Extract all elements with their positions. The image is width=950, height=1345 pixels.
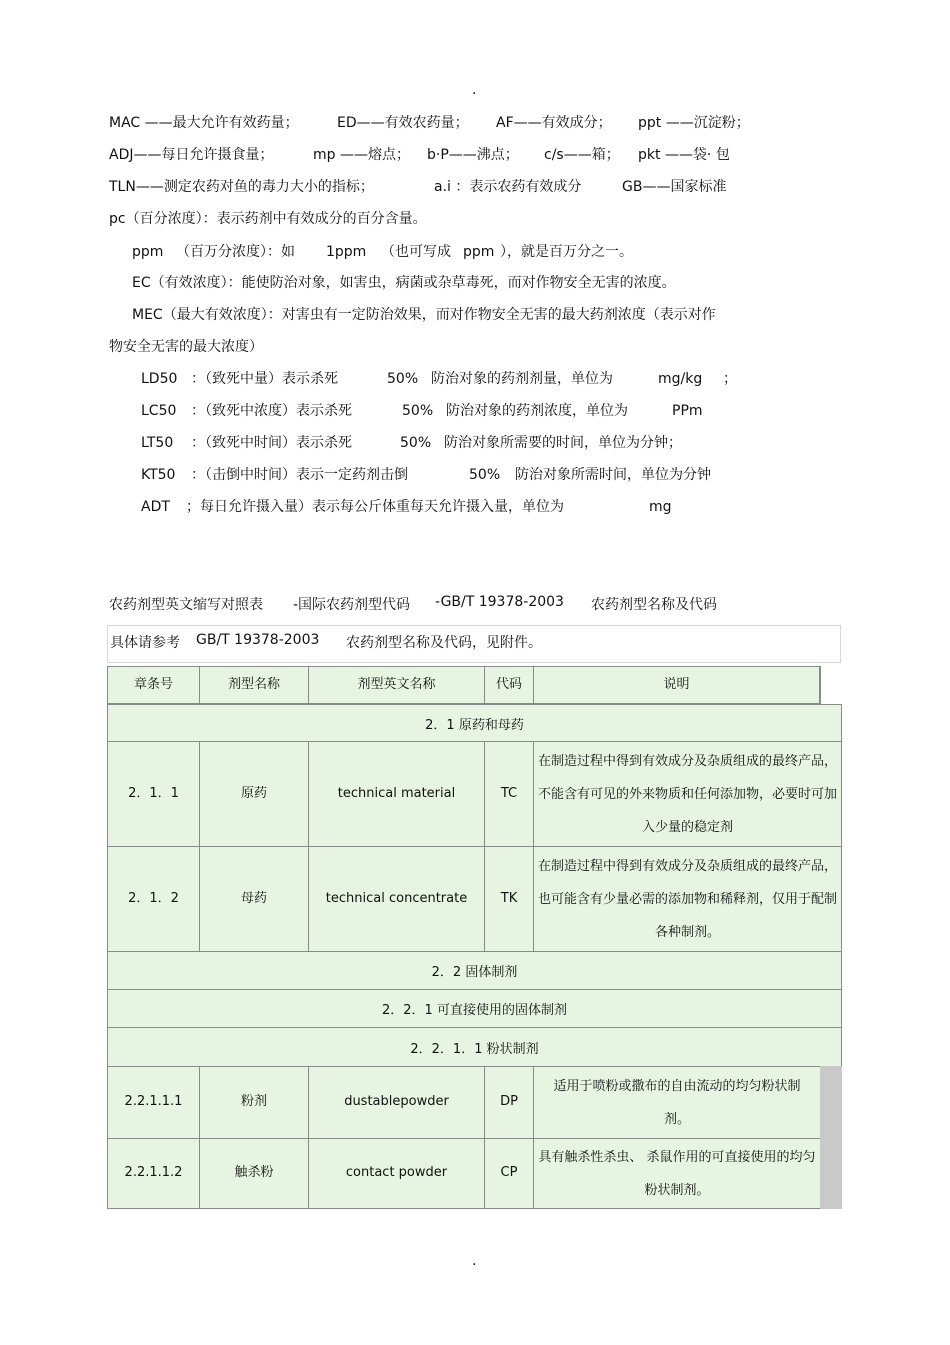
definition-part: ppt ——沉淀粉； — [638, 115, 750, 131]
definition-part: PPm — [672, 403, 703, 419]
definition-part: 50% — [469, 467, 501, 483]
reference-part: 具体请参考 — [110, 635, 180, 651]
header-code: 代码 — [484, 666, 534, 704]
definition-part: ppm — [463, 244, 495, 260]
row-code: DP — [484, 1066, 534, 1139]
row-chapter-no: 2.2.1.1.2 — [107, 1138, 200, 1209]
definition-part: ppm — [132, 244, 164, 260]
definition-part: ； — [723, 371, 737, 387]
row-chapter-no: 2．1．2 — [107, 846, 200, 952]
definition-part: mp ——熔点； — [313, 147, 410, 163]
definition-part: TLN——测定农药对鱼的毒力大小的指标； — [109, 179, 374, 195]
page-bottom-dot: . — [472, 1253, 477, 1269]
section-row: 2．2．1．1 粉状制剂 — [107, 1027, 842, 1067]
definition-part: ：（致死中时间）表示杀死 — [191, 435, 352, 451]
header-english-name: 剂型英文名称 — [308, 666, 485, 704]
reference-note-box — [107, 625, 841, 663]
definition-part: 50% — [402, 403, 434, 419]
definition-part: ：（击倒中时间）表示一定药剂击倒 — [191, 467, 408, 483]
definition-part: ED——有效农药量； — [337, 115, 469, 131]
row-description: 适用于喷粉或撒布的自由流动的均匀粉状制剂。 — [533, 1066, 821, 1139]
definition-part: 1ppm — [326, 244, 367, 260]
reference-part: 农药剂型名称及代码，见附件。 — [346, 635, 542, 651]
row-code: TK — [484, 846, 534, 952]
definition-part: mg/kg — [658, 371, 703, 387]
definition-part: b·P——沸点； — [427, 147, 519, 163]
definition-part: GB——国家标准 — [622, 179, 727, 195]
section-row: 2．2 固体制剂 — [107, 951, 842, 990]
definition-part: KT50 — [141, 467, 176, 483]
table-scrollbar[interactable] — [820, 1066, 842, 1209]
definition-part: pkt ——袋· 包 — [638, 147, 730, 163]
definition-part: （百万分浓度）：如 — [176, 244, 295, 260]
definition-part: ADT — [141, 499, 170, 515]
definition-part: a.i ：表示农药有效成分 — [434, 179, 582, 195]
row-description: 具有触杀性杀虫、 杀鼠作用的可直接使用的均匀粉状制剂。 — [533, 1138, 821, 1209]
definition-part: LD50 — [141, 371, 178, 387]
definition-part: c/s——箱； — [544, 147, 620, 163]
definition-part: 防治对象所需时间，单位为分钟 — [515, 467, 711, 483]
row-form-name: 原药 — [199, 741, 309, 847]
row-chapter-no: 2.2.1.1.1 — [107, 1066, 200, 1139]
row-form-name: 触杀粉 — [199, 1138, 309, 1209]
definition-part: 50% — [400, 435, 432, 451]
row-code: TC — [484, 741, 534, 847]
definition-part: ADJ——每日允许摄食量； — [109, 147, 274, 163]
definition-part: 50% — [387, 371, 419, 387]
header-chapter: 章条号 — [107, 666, 200, 704]
definition-part: ：（致死中量）表示杀死 — [191, 371, 338, 387]
definition-part: MAC ——最大允许有效药量； — [109, 115, 299, 131]
definition-part: pc（百分浓度）：表示药剂中有效成分的百分含量。 — [109, 211, 427, 227]
definition-part: MEC（最大有效浓度）：对害虫有一定防治效果，而对作物安全无害的最大药剂浓度（表示对作 — [132, 307, 716, 323]
definition-part: 防治对象的药剂剂量，单位为 — [431, 371, 613, 387]
definition-part: 防治对象的药剂浓度，单位为 — [446, 403, 628, 419]
caption-part: -国际农药剂型代码 — [293, 597, 411, 613]
definition-part: AF——有效成分； — [496, 115, 612, 131]
row-form-name: 母药 — [199, 846, 309, 952]
definition-part: ：（致死中浓度）表示杀死 — [191, 403, 352, 419]
definition-part: ），就是百万分之一。 — [500, 244, 633, 260]
row-english-name: technical material — [308, 741, 485, 847]
row-description: 在制造过程中得到有效成分及杂质组成的最终产品，也可能含有少量必需的添加物和稀释剂，仅用于配制各种制剂。 — [533, 846, 842, 952]
header-form-name: 剂型名称 — [199, 666, 309, 704]
caption-part: 农药剂型名称及代码 — [591, 597, 717, 613]
row-english-name: contact powder — [308, 1138, 485, 1209]
definition-part: （也可写成 — [381, 244, 451, 260]
row-description: 在制造过程中得到有效成分及杂质组成的最终产品，不能含有可见的外来物质和任何添加物，必要时可加入少量的稳定剂 — [533, 741, 842, 847]
definition-part: mg — [649, 499, 672, 515]
page-top-dot: . — [472, 82, 477, 98]
section-row: 2．1 原药和母药 — [107, 704, 842, 742]
definition-part: 物安全无害的最大浓度） — [109, 339, 263, 355]
definition-part: EC（有效浓度）：能使防治对象，如害虫，病菌或杂草毒死，而对作物安全无害的浓度。 — [132, 275, 676, 291]
row-english-name: dustablepowder — [308, 1066, 485, 1139]
row-code: CP — [484, 1138, 534, 1209]
row-form-name: 粉剂 — [199, 1066, 309, 1139]
definition-part: LT50 — [141, 435, 174, 451]
definition-part: ；每日允许摄入量）表示每公斤体重每天允许摄入量，单位为 — [186, 499, 564, 515]
section-row: 2．2．1 可直接使用的固体制剂 — [107, 989, 842, 1028]
reference-part: GB/T 19378-2003 — [196, 632, 320, 648]
definition-part: 防治对象所需要的时间，单位为分钟； — [444, 435, 682, 451]
row-english-name: technical concentrate — [308, 846, 485, 952]
definition-part: LC50 — [141, 403, 177, 419]
header-description: 说明 — [533, 666, 821, 704]
caption-part: 农药剂型英文缩写对照表 — [109, 597, 263, 613]
caption-part: -GB/T 19378-2003 — [435, 594, 564, 610]
row-chapter-no: 2．1．1 — [107, 741, 200, 847]
